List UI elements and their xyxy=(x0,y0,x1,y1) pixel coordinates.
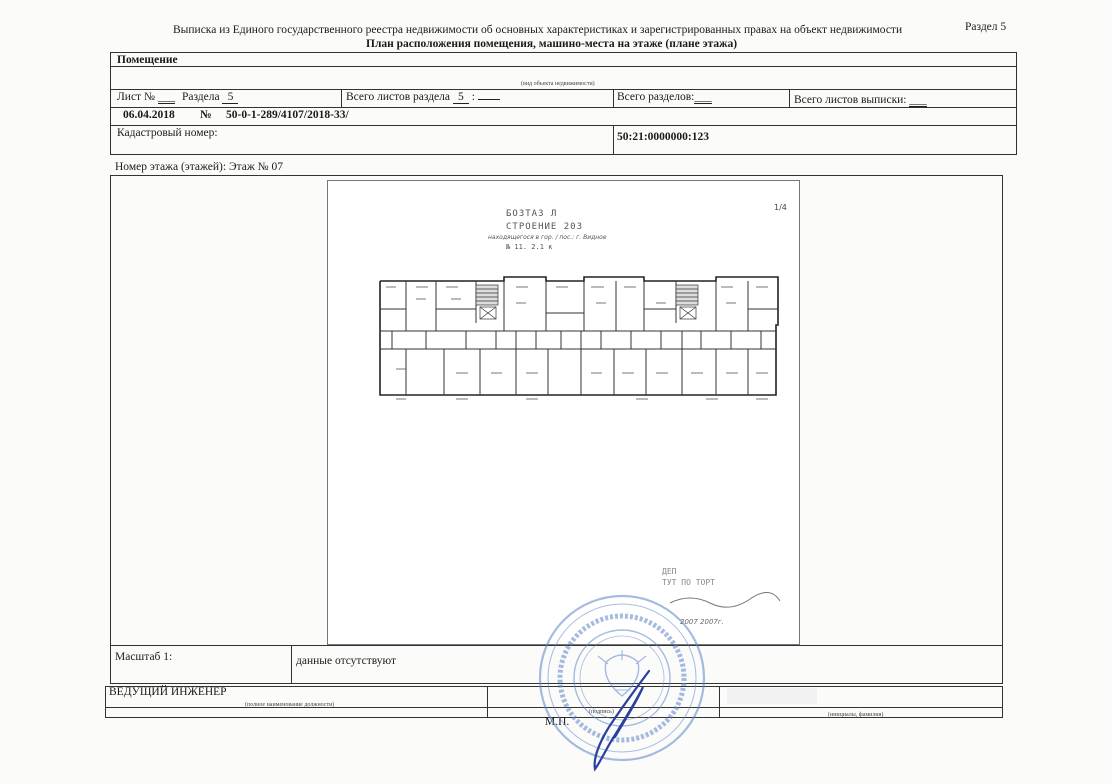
plan-caption-4: № 11. 2.1 к xyxy=(506,243,553,251)
divider xyxy=(110,66,1017,67)
document-subtitle: План расположения помещения, машино-места на этаже (плане этажа) xyxy=(366,38,738,50)
floor-label: Номер этажа (этажей): Этаж № 07 xyxy=(115,161,283,173)
section-label: Раздел 5 xyxy=(965,21,1007,33)
total-sections: Всего разделов:___ xyxy=(617,91,712,103)
divider xyxy=(110,125,1017,126)
cadastral-number: 50:21:0000000:123 xyxy=(617,131,709,143)
sheet-number: Лист № ___ Раздела 5 xyxy=(117,91,238,104)
object-type: Помещение xyxy=(117,54,178,66)
registration-number-label: № xyxy=(200,109,212,121)
divider xyxy=(291,645,292,684)
redacted-name xyxy=(727,688,817,704)
divider xyxy=(110,89,1017,90)
handwritten-signature xyxy=(585,665,665,775)
plan-stamp-2: ТУТ ПО ТОРТ xyxy=(662,578,715,587)
plan-caption-3: находящегося в гор. / пос.: г. Видное xyxy=(488,234,607,241)
position-title: ВЕДУЩИЙ ИНЖЕНЕР xyxy=(109,686,227,698)
divider xyxy=(719,686,720,718)
plan-mark: 1/4 xyxy=(774,203,787,212)
plan-caption-2: СТРОЕНИЕ 203 xyxy=(506,222,584,232)
divider xyxy=(487,686,488,718)
divider xyxy=(613,89,614,107)
floor-plan-drawing xyxy=(376,273,786,403)
divider xyxy=(613,125,614,155)
signature-caption: (подпись) xyxy=(589,709,614,715)
object-type-caption: (вид объекта недвижимости) xyxy=(521,81,595,87)
plan-stamp-1: ДЕП xyxy=(662,567,677,576)
stamp-label: М.П. xyxy=(545,716,570,728)
divider xyxy=(110,107,1017,108)
total-extract-sheets: Всего листов выписки: ___ xyxy=(794,94,927,106)
document-title: Выписка из Единого государственного реестра недвижимости об основных характеристиках и зарегистрированных правах на объект недвижимости xyxy=(173,24,903,36)
position-caption: (полное наименование должности) xyxy=(245,702,335,708)
plan-caption-1: БОЗТАЗ Л xyxy=(506,209,558,219)
total-section-sheets: Всего листов раздела 5 : xyxy=(346,91,500,104)
divider xyxy=(789,89,790,107)
registration-number: 50-0-1-289/4107/2018-33/ xyxy=(226,109,349,121)
name-caption: (инициалы, фамилия) xyxy=(828,712,884,718)
floor-plan-image xyxy=(327,180,800,645)
registration-date: 06.04.2018 xyxy=(123,109,175,121)
divider xyxy=(341,89,342,107)
scale-value: данные отсутствуют xyxy=(296,655,396,667)
scale-label: Масштаб 1: xyxy=(115,651,173,663)
plan-stamp-3: 2007 2007г. xyxy=(680,618,724,626)
cadastral-label: Кадастровый номер: xyxy=(117,127,218,139)
